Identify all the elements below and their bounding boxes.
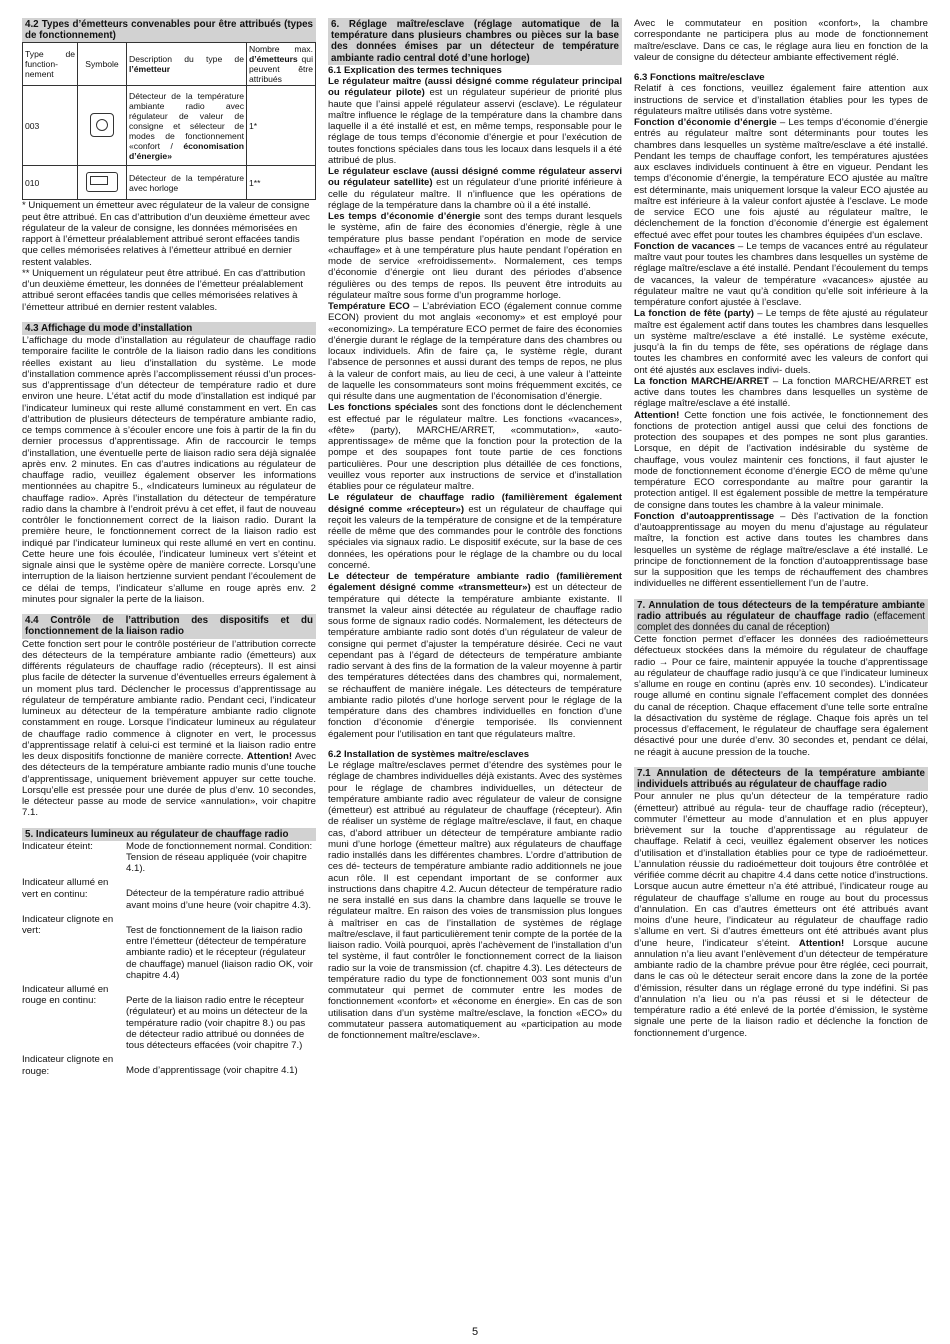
header-description: Description du type de l’émetteur <box>127 43 247 86</box>
type-cell: 010 <box>23 166 78 200</box>
table-row <box>23 86 316 166</box>
header-max-count: Nombre max. d’émetteurs qui peuvent être attribués <box>247 43 316 86</box>
indicator-meaning: Perte de la liaison radio entre le récepteur (régulateur) et au moins un détecteur de la température radio (voir chapitre 8.) ou pas de détecteur radio attribué ou données de tous détecteurs effacées (voir chapitre 7.) <box>126 995 308 1052</box>
column-right <box>634 18 928 1039</box>
manual-page <box>22 18 932 1318</box>
section-7-1-text: Pour annuler ne plus qu’un détecteur de la température radio (émetteur) attribué au régula- teur de chauffage radio (récepteur), commuter l’émetteur au mode d’annulation et en plus appuyer brièvement sur la touche d’apprentissage au régulateur de chauffage. Relatif à ceci, veuillez également observer les notices d’utilisation et d’installation établies pour ce type de radioémetteur. L’annulation réussie du radioémetteur doit toujours être contrôlée et vérifiée comme décrit au chapitre 4.4 dans cette notice d’instructions. Lorsque aucun autre émetteur n’a été attribué, l’indicateur rouge au régulateur de chauffage s’allume en rouge au bout du processus d’annulation. En cas d’autres émetteurs ont été attribués avant moins d’une heure, l’indicateur au régulateur de chauffage radio s’allume en vert. Si d’autres émetteurs ont été attribués avant plus d’une heure, l’indicateur s’éteint. Attention! Lorsque aucune annulation n’a lieu avant l’enlèvement d’un détecteur de température ambiante radio de la chambre prévue pour être réglée, ceci pourrait, dans le cas où le détecteur serait encore dans la zone de la portée d’émission, résulter dans un réglage erroné du type indéfini. Si pas d’annulation n’a lieu ou n’a pas réussi et si le détecteur de température radio a été enlevé de la portée d’émission, le système signale une perte de la liaison radio et déclenche la fonction de fonctionnement d’urgence. <box>634 791 928 1039</box>
section-6-2-text: Le réglage maître/esclaves permet d’étendre des systèmes pour le réglage de chambres individuelles déjà existants. Avec des systèmes pour le réglage de chambres individuelles, un détecteur de température ambiante radio avec régulateur de valeur de consigne (émetteur) est attribué au régulateur de chauffage (récepteur). Afin de réaliser un système de réglage maître/esclave, il faut, en chaque cas, d’abord attribuer un détecteur de température ambiante radio muni d’une horloge (émetteur maître) aux régulateurs de chauffage radio installés dans les différentes chambres. L’ordre d’attribution de ces dé- tecteurs de température ambiante radio additionnels ne joue acun rôle. Il est cependant important de se conformer aux instructions dans chapitre 4.2. Aucun détecteur de température radio ne sera installé en sus dans la chambre dans laquelle se trouve le régulateur maître. En raison des voies de transmission plus longues à maîtriser en cas de l’installation de systèmes de réglage maître/esclave, il faut particulièrement tenir compte de la portée de la liaison radio. Voilà pourquoi, après l’achèvement de l’installation d’un tel système, il faut contrôler le fonctionnement correct de la liaison radio sur la voie de transmission (cf. chapitre 4.3). Les détecteurs de température radio du type de fonctionnement 003 sont munis d’un commutateur qui permet de commuter entre les modes de fonctionnement «confort» et «économe en énergie». En cas de son utilisation dans d’un système maître/esclave, la fonction «ECO» du commutateur passera automatiquement au «participation au mode de fonctionnement maître/esclave». <box>328 760 622 1042</box>
section-6-title: 6. Réglage maître/esclave (réglage automatique de la température dans plusieurs chambres ou pièces sur la base des données émises par un détecteur de température ambiante radio central doté d’une horloge) <box>328 18 622 65</box>
thermostat-dial-icon <box>78 86 127 166</box>
footnote-single: * Uniquement un émetteur avec régulateur de la valeur de consigne peut être attribué. En cas d’attribution d’un deuxième émetteur avec régulateur de la valeur de consigne, les données mémorisées en rapport à l’émetteur préalablement attribué seront effacées tandis que celles mémorisées relatives à l’émetteur attribué en dernier restent valables. <box>22 200 310 268</box>
column-middle <box>328 18 622 1041</box>
section-4-3-text: L’affichage du mode d’installation au régulateur de chauffage radio temporaire facilite le contrôle de la liaison radio dans les conditions réelles existant au lieu d’installation du système. Le mode d’installation commence après l’accomplissement réussi d’un proces- sus d’apprentissage d’un détecteur de température radio et dure environ une heure. L’état actif du mode d’installation est indiqué par l’indicateur lumineux qui reste allumé constamment en vert. En cas d’attribution de plusieurs détecteurs de température ambiante radio, ce temps commence à s’écouler encore une fois à partir de la fin du dernier processus d’apprentissage. Afin de raccourcir le temps d’installation, une éventuelle perte de liaison radio sera déjà signalée après env. 2 minutes. En cas d’autres indications au régulateur de chauffage radio, veuillez également observer les informations mentionnées au chapitre 5., «Indicateurs lumineux au régulateur de chauffage radio». Après l’installation du détecteur de température radio dans la chambre à l’endroit prévu à cet effet, il faut de nouveau contrôler le fonctionnement correct de la liaison radio. Durant la première heure, le fonctionnement correct de la liaison radio est indiqué par l’indicateur lumineux qui reste allumé en vert en continu. Cette heure une fois écoulée, l’indicateur lumineux vert s’éteint et signale ainsi que le système opère de manière correcte. Lorsqu’une interruption de la liaison hertzienne survient pendant l’écoulement de ce délai de temps, l’indicateur s’allume en rouge après env. 2 minutes pour signaler la perte de la liaison. <box>22 335 316 605</box>
master-definition: Le régulateur maître (aussi désigné comme régulateur principal ou régulateur pilote) est un régulateur supérieur de priorité plus haute que l’ainsi appelé régulateur asservi (esclave). Le régulateur maître influence le réglage de la température dans la chambre dans laquelle il a été installé et est, en même temps, responsable pour le réglage de tous temps d’économie d’énergie et pour l’exécution de toutes fonctions spéciales dans tous les locaux dans lesquels il a été attribué de plus. <box>328 76 623 166</box>
section-6-3-title: 6.3 Fonctions maître/esclave <box>634 72 765 83</box>
section-4-4-title: 4.4 Contrôle de l’attribution des dispositifs et du fonctionnement de la liaison radio <box>22 614 316 638</box>
section-7-text: Cette fonction permet d’effacer les données des radioémetteurs défectueux stockées dans la mémoire du régulateur de chauffage radio → Pour ce faire, maintenir appuyée la touche d’apprentissage au régulateur de chauffage radio jusqu’à ce que l’indicateur lumineux s’allume en rouge en continu (après env. 10 secondes). L’indicateur rouge allumé en continu signale l’effacement complet des données du canal de réception. Chaque effacement d’une telle sorte entraîne la désactivation du système de réglage. Chaque fois après un tel processus d’effacement, le régulateur de chauffage sera également désactivé pour une durée d’env. 30 secondes et, pendant ce délai, ne réagit à aucune pression de la touche. <box>634 634 928 758</box>
section-4-3-title: 4.3 Affichage du mode d’installation <box>22 322 316 335</box>
table-row <box>23 166 316 200</box>
on-off-function: La fonction MARCHE/ARRET – La fonction MARCHE/ARRET est active dans toutes les chambres dans lesquelles un système de réglage maître/esclave a été installé. <box>634 375 928 410</box>
indicator-state: Indicateur allumé en vert en continu: <box>22 877 109 900</box>
section-6-2-title: 6.2 Installation de systèmes maître/esclaves <box>328 748 530 760</box>
section-4-4-text: Cette fonction sert pour le contrôle postérieur de l’attribution correcte des détecteurs de la température ambiante radio (émetteurs) aux différents régulateurs de chauffage radio (récepteurs). Il est ainsi plus facile de détecter la survenue d’éventuelles erreurs également à un moment plus tard. Déclencher le processus d’apprentissage au régulateur de température ambiante radio. Pendant ceci, l’indicateur lumineux au détecteur de la température ambiante radio clignote constamment en rouge. Lorsque l’indicateur lumineux au régulateur de chauffage radio commence à clignoter en vert, le processus d’apprentissage relatif à celui-ci est terminé et la liaison radio entre les deux dispositifs fonctionne de manière correcte. Attention! Avec des détecteurs de la température ambiante radio munis d’une touche d’apprentissage, uniquement brièvement appuyer sur cette touche. Lorsqu’elle est pressée pour une durée de plus d’env. 10 secondes, le détecteur passe au mode de service «annulation», voir chapitre 7.1. <box>22 638 316 819</box>
indicator-list <box>22 841 316 1077</box>
section-6-1-title: 6.1 Explication des termes techniques <box>328 64 502 76</box>
section-6-3-intro: Relatif à ces fonctions, veuillez également faire attention aux instructions de service et d’installation établies pour les types de régulateurs maître utilisés dans votre système. <box>634 83 928 117</box>
max-count-cell: 1** <box>247 166 316 200</box>
section-7-1-title: 7.1 Annulation de détecteurs de la température ambiante individuels attribués au régulateur de chauffage radio <box>634 767 928 791</box>
type-cell: 003 <box>23 86 78 166</box>
section-7-title: 7. Annulation de tous détecteurs de la température ambiante radio attribués au régulateur de chauffage radio (effacement complet des données du canal de réception) <box>634 599 928 635</box>
indicator-state: Indicateur clignote en vert: <box>22 913 114 937</box>
special-functions-definition: Les fonctions spéciales sont des fonctions dont le déclenchement est effectué par le régulateur maître. Les fonctions «vacances», «fête» (party), MARCHE/ARRET, «commutation», «auto-apprentissage» de même que la fonction pour la protection de la pompe et des soupapes font toute partie de ces fonctions particulières. Pour une description plus détaillée de ces fonctions, veuillez vous reporter aux instructions de service et d’installation établies pour ce régulateur maître. <box>328 402 622 493</box>
column-left <box>22 18 316 1077</box>
page-number: 5 <box>471 1326 479 1338</box>
energy-saving-function: Fonction d’économie d’énergie – Les temps d’économie d’énergie entrés au régulateur maître sont déterminants pour toutes les chambres dans lesquelles un système maître/esclave a été installé. Pendant les temps de chauffage confort, les températures ajustées aux esclaves individuels continuent à être en vigueur. Pendant les temps d’économie d’énergie, la température ECO ajustée au maître est déterminante, mais uniquement lorsque la valeur ECO ajustée au maître est inférieure à la valeur confort ajustée à l’esclave. Le mode de service ECO une fois ajusté au régulateur maître, le déclenchement de la fonction d’économie d’énergie est également effectué avec effet pour toutes les chambres équipées d’un esclave. <box>634 117 928 241</box>
header-type: Type de function-nement <box>23 43 78 86</box>
section-4-2-title: 4.2 Types d’émetteurs convenables pour être attribués (types de fonctionnement) <box>22 18 316 42</box>
indicator-meaning: Mode de fonctionnement normal. Condition: Tension de réseau appliquée (voir chapitre 4.1). <box>126 840 313 875</box>
eco-definition: Température ECO – L’abréviation ECO (également connue comme ECON) provient du mot anglais «economy» et est employé pour «economizing». La température ECO permet de faire des économies d’énergie durant le réglage de la température dans des chambres ou locaux individuels. Afin de faire ça, le système règle, durant l’absence de personnes et aussi durant des temps de repos, ne plus à la valeur de confort mais, au lieu de ceci, à une valeur à l’atteinte de laquelle les consommateurs sont moins fréquemment excités, ce qui résulte dans une augmentation de l’économisation d’énergie. <box>328 301 622 403</box>
comfort-switch-text: Avec le commutateur en position «confort», la chambre correspondante ne participera plus au mode de fonctionnement maître/esclave. Dans ce cas, le réglage aura lieu en fonction de la valeur de consigne du détecteur ambiante effectivement réglé. <box>634 18 928 63</box>
description-cell: Détecteur de la température avec horloge <box>127 166 247 200</box>
footnote-double: ** Uniquement un régulateur peut être attribué. En cas d’attribution d’un deuxième émetteur, les données de l’émetteur préalablement attribué seront effacées tandis que celles mémorisées relatives à l’émetteur attribué en dernier restent valables. <box>22 267 306 313</box>
table-header-row <box>23 43 316 86</box>
indicator-state: Indicateur allumé en rouge en continu: <box>22 984 109 1007</box>
indicator-state: Indicateur éteint: <box>22 840 93 852</box>
vacation-function: Fonction de vacances – Le temps de vacances entré au régulateur maître vaut pour toutes les chambres dans lesquelles un système de réglage maître/esclave a été installé. Pendant l’écoulement du temps de vacances, la valeur de température «vacances» ajustée au régulateur maître ne vaut qu’à condition qu’elle soit inférieure à la température confort ajustée à l’esclave. <box>634 240 928 308</box>
self-learning-function: Fonction d’autoapprentissage – Dès l’activation de la fonction d’autoapprentissage au moyen du menu d’ajustage au régulateur maître, la fonction est active dans toutes les chambres dans lesquelles un système de réglage maître/esclave a été installé. Le principe de fonctionnement de la fonction d’autoapprentissage base sur la supposition que les temps de réchauffement des chambres individuelles ne diffèrent essentiellement l’un de l’autre. <box>634 510 929 590</box>
indicator-meaning: Mode d’apprentissage (voir chapitre 4.1) <box>126 1065 298 1077</box>
receiver-definition: Le régulateur de chauffage radio (familièrement également désigné comme «récepteur») est un régulateur de chauffage qui reçoit les valeurs de la température de consigne et de la température réelle de même que des commandes pour le contrôle des fonctions spéciales via signaux radio. Le dispositif exécute, sur la base de ces données, les opérations pour le réglage de la chambre ou du local concerné. <box>328 492 622 571</box>
emitter-types-table <box>22 42 316 200</box>
on-off-attention: Attention! Cette fonction une fois activée, le fonctionnement des fonctions de protection antigel aussi que celui des fonctions de protection des soupapes et des pompes ne sont plus garanties. Lorsque, en dépit de l’activation indésirable du système de chauffage, vous voulez maintenir ces fonctions, il faut ajuster le mode de fonctionnement économe d’énergie ECO de même qu’une température ECO correspondante au maître pour garantir la protection antigel. Il est également possible de mettre la température de consigne dans toutes les chambre à la valeur minimale. <box>634 409 928 511</box>
clock-thermostat-icon <box>78 166 127 200</box>
sensor-definition: Le détecteur de température ambiante radio (familièrement également désigné comme «transmetteur») est un détecteur de température qui détecte la température ambiante existante. Il transmet la valeur ainsi détectée au régulateur de chauffage radio sous forme de signaux radio codés. Normalement, les détecteurs de température ambiante radio sont dotés d’un régulateur de valeur de consigne qui permet d’ajuster la température désirée. Ceci ne vaut cependant pas à l’égard de détecteurs de température ambiante radio servant à des fins de la formation de la valeur moyenne à partir des températures détectées dans des chambres qui, normalement, se réchauffent de manière inégale. Les détecteurs de température ambiante radio pilotés d’une horloge servent pour le réglage de la température dans des chambres individuelles en fonction d’une fonction d’économie d’énergie temporisée. Ils conviennent également pour l’utilisation en tant que régulateurs maître. <box>328 571 622 740</box>
party-function: La fonction de fête (party) – Le temps de fête ajusté au régulateur maître est également actif dans toutes les chambres dans lesquelles un système maître/esclave a été installé. Le système exécute, jusqu’à la fin du temps de fête, ses opérations de réglage dans toutes les chambres en conformité avec les valeurs de confort qui ont été ajustés aux esclaves indivi- duels. <box>634 308 928 376</box>
max-count-cell: 1* <box>247 86 316 166</box>
indicator-meaning: Test de fonctionnement de la liaison radio entre l’émetteur (détecteur de température ambiante radio) et le récepteur (régulateur de chauffage) manuel (liaison radio OK, voir chapitre 4.4) <box>126 924 314 981</box>
indicator-state: Indicateur clignote en rouge: <box>22 1054 114 1077</box>
description-cell: Détecteur de la température ambiante radio avec régulateur de valeur de consigne et sélecteur de modes de fonctionnement «confort / économisation d’énergie» <box>127 86 247 166</box>
saving-times-definition: Les temps d’économie d’énergie sont des temps durant lesquels le système, afin de faire des économies d’énergie, règle à une température plus basse pendant l’opération en mode de service «chauffage» et à une température plus haute pendant l’opération en mode de service «refroidissement». Normalement, ces temps d’économie d’énergie ont lieu durant des périodes d’absence régulières ou des temps de repos. Ils peuvent être introduits au régulateur maître sous forme d’un programme horloge. <box>328 211 622 301</box>
indicator-meaning: Détecteur de la température radio attribué avant moins d’une heure (voir chapitre 4.3). <box>126 888 312 911</box>
section-5-title: 5. Indicateurs lumineux au régulateur de chauffage radio <box>22 828 316 841</box>
slave-definition: Le régulateur esclave (aussi désigné comme régulateur asservi ou régulateur satellite) est un régulateur d’une priorité inférieure à celle du régulateur maître. Il n’influence que les opérations de réglage de la température dans la chambre où il a été installé. <box>328 166 622 211</box>
header-symbol: Symbole <box>78 43 127 86</box>
